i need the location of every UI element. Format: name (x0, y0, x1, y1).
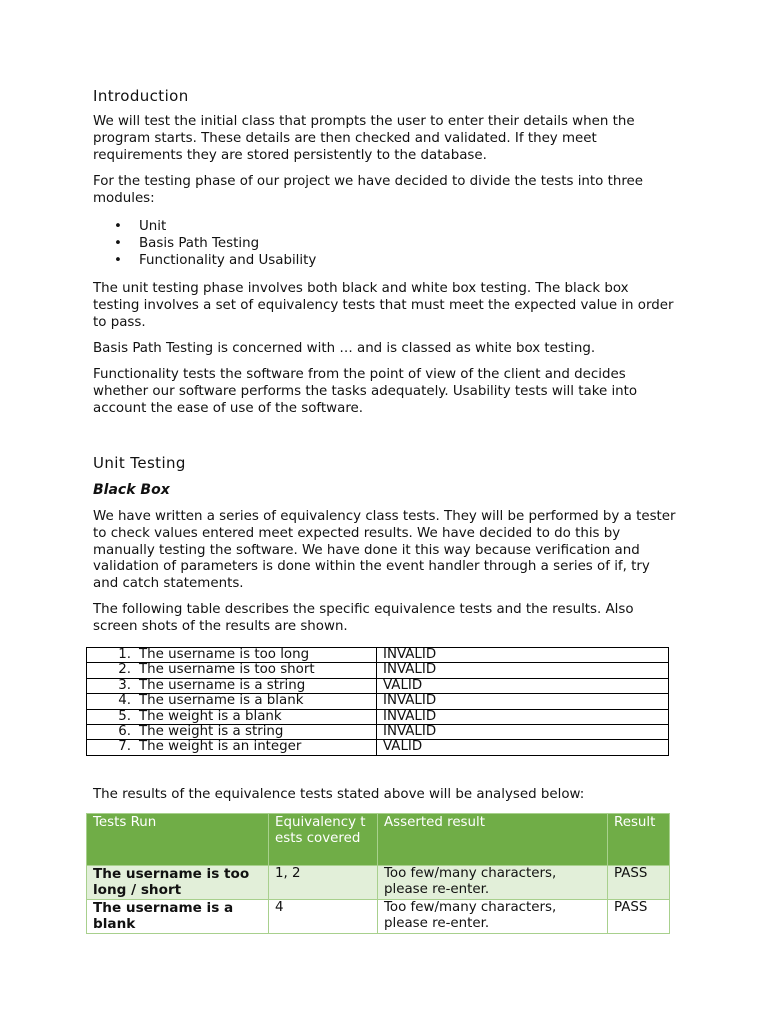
unit-paragraph-2: The following table describes the specific equivalence tests and the results. Also screen shots of the results are shown. (93, 602, 634, 634)
test-result: INVALID (377, 648, 669, 663)
unit-paragraph-3: The results of the equivalence tests stated above will be analysed below: (93, 787, 585, 802)
table-row (87, 663, 669, 678)
tests-run-cell: The username is too long / short (87, 866, 269, 900)
table-row (87, 725, 669, 740)
intro-paragraph-5: Functionality tests the software from the point of view of the client and decides whether our software performs the tasks adequately. Usability tests will take into account the ease of use of the software. (93, 367, 638, 416)
results-table (86, 813, 670, 934)
test-result: INVALID (377, 663, 669, 678)
test-description: The username is too long (139, 647, 310, 662)
table-row (87, 899, 670, 933)
unit-paragraph-1: We have written a series of equivalency class tests. They will be performed by a tester to check values entered meet expected results. We have decided to do this by manually testing the software. We have done it this way because verification and validation of parameters is done within the event handler through a series of if, try and catch statements. (93, 509, 676, 592)
row-number: 7. (118, 739, 131, 755)
result-cell: PASS (608, 866, 670, 900)
intro-heading: Introduction (93, 87, 189, 105)
intro-paragraph-4: Basis Path Testing is concerned with … and is classed as white box testing. (93, 341, 596, 356)
test-description: The weight is an integer (139, 739, 302, 755)
row-number: 6. (118, 724, 131, 740)
row-number: 4. (118, 693, 131, 709)
test-description: The username is a blank (139, 693, 304, 709)
table-row (87, 678, 669, 693)
test-result: INVALID (377, 694, 669, 709)
intro-paragraph-3: The unit testing phase involves both black and white box testing. The black box testing involves a set of equivalency tests that must meet the expected value in order to pass. (93, 281, 674, 330)
table-row (87, 694, 669, 709)
table-row (87, 740, 669, 755)
row-number: 2. (118, 662, 131, 678)
unit-testing-heading: Unit Testing (93, 454, 186, 472)
test-result: VALID (377, 678, 669, 693)
header-equivalency-covered: Equivalency tests covered (269, 814, 378, 866)
list-item: • Functionality and Usability (93, 252, 316, 269)
row-number: 5. (118, 708, 131, 724)
black-box-subheading: Black Box (93, 482, 170, 498)
asserted-cell: Too few/many characters, please re-enter. (378, 899, 608, 933)
results-header-row (87, 814, 670, 866)
test-description: The username is a string (139, 677, 306, 693)
table-row (87, 709, 669, 724)
intro-paragraph-2: For the testing phase of our project we have decided to divide the tests into three modules: (93, 174, 644, 206)
test-result: INVALID (377, 709, 669, 724)
row-number: 1. (118, 647, 131, 662)
list-item: • Basis Path Testing (93, 235, 316, 252)
intro-paragraph-1: We will test the initial class that prompts the user to enter their details when the program starts. These details are then checked and validated. If they meet requirements they are stored persistently to the database. (93, 114, 635, 163)
header-result: Result (608, 814, 670, 866)
table-row (87, 866, 670, 900)
tests-run-cell: The username is a blank (87, 899, 269, 933)
header-tests-run: Tests Run (87, 814, 269, 866)
covered-cell: 1, 2 (269, 866, 378, 900)
test-description: The username is too short (139, 662, 315, 678)
asserted-cell: Too few/many characters, please re-enter. (378, 866, 608, 900)
covered-cell: 4 (269, 899, 378, 933)
module-list (93, 218, 316, 270)
test-description: The weight is a string (139, 724, 284, 740)
test-result: VALID (377, 740, 669, 755)
test-result: INVALID (377, 725, 669, 740)
test-description: The weight is a blank (139, 708, 282, 724)
row-number: 3. (118, 677, 131, 693)
table-row (87, 648, 669, 663)
list-item: • Unit (93, 218, 316, 235)
header-asserted-result: Asserted result (378, 814, 608, 866)
equivalence-table (86, 647, 669, 756)
result-cell: PASS (608, 899, 670, 933)
